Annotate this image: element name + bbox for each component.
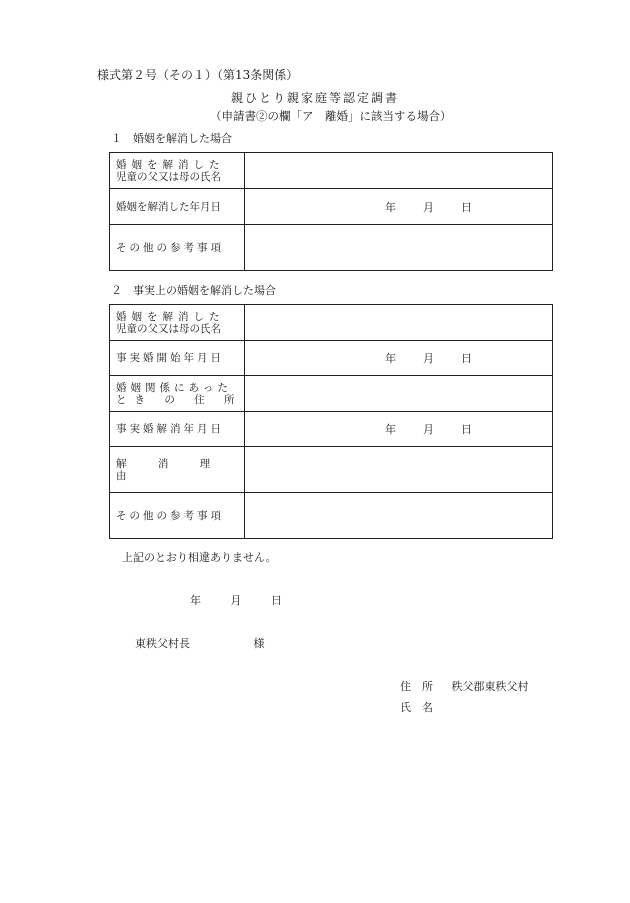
addressee — [135, 635, 265, 651]
applicant-name — [400, 699, 433, 715]
table-row — [110, 225, 553, 271]
name-field[interactable] — [245, 153, 553, 189]
table-row — [110, 189, 553, 225]
section1-heading: １ 婚姻を解消した場合 — [111, 132, 232, 145]
table-row — [110, 376, 553, 412]
notes-field[interactable] — [245, 493, 553, 539]
row-label: その他の参考事項 — [110, 225, 245, 271]
day-label: 日 — [461, 200, 472, 214]
address-field[interactable] — [245, 376, 553, 412]
label-line: 婚姻を解消した — [116, 158, 225, 171]
label-line: 児童の父又は母の氏名 — [116, 170, 221, 183]
addressee-name: 東秩父村長 — [135, 637, 190, 650]
reason-field[interactable] — [245, 447, 553, 493]
date-field[interactable] — [245, 189, 553, 225]
address-value: 秩父郡東秩父村 — [451, 680, 529, 693]
date-field[interactable] — [245, 412, 553, 447]
row-label: 事実婚開始年月日 — [110, 341, 245, 376]
page-title: 親ひとり親家庭等認定調書 — [230, 91, 399, 105]
year-label: 年 — [385, 200, 396, 214]
day-label: 日 — [271, 594, 282, 607]
month-label: 月 — [423, 200, 434, 214]
table-row — [110, 341, 553, 376]
row-label: その他の参考事項 — [110, 493, 245, 539]
label-line: 児童の父又は母の氏名 — [116, 322, 221, 335]
table-row — [110, 305, 553, 341]
row-label: 解 消 理 由 — [110, 447, 245, 493]
year-label: 年 — [385, 352, 396, 365]
section2-heading: ２ 事実上の婚姻を解消した場合 — [111, 284, 276, 297]
notes-field[interactable] — [245, 225, 553, 271]
row-label: 婚姻を解消した年月日 — [110, 189, 245, 225]
month-label: 月 — [423, 423, 434, 436]
form-number: 様式第２号（その１）（第13条関係） — [97, 68, 299, 82]
signature-date — [190, 592, 282, 608]
month-label: 月 — [230, 594, 242, 607]
table-row — [110, 493, 553, 539]
table-row — [110, 153, 553, 189]
label-line: 婚姻を解消した — [116, 310, 225, 323]
row-label — [110, 376, 245, 412]
table-row — [110, 412, 553, 447]
name-label: 氏 名 — [400, 701, 433, 714]
declaration-text: 上記のとおり相違ありません。 — [122, 551, 277, 564]
section2-table — [109, 304, 553, 539]
year-label: 年 — [385, 423, 396, 436]
row-label — [110, 305, 245, 341]
label-line: 婚姻関係にあった — [116, 381, 232, 394]
day-label: 日 — [461, 352, 472, 365]
year-label: 年 — [190, 594, 201, 607]
month-label: 月 — [423, 352, 434, 365]
page-subtitle: （申請書②の欄「ア 離婚」に該当する場合） — [210, 109, 452, 123]
name-field[interactable] — [245, 305, 553, 341]
applicant-address — [400, 678, 529, 694]
row-label: 事実婚解消年月日 — [110, 412, 245, 447]
row-label — [110, 153, 245, 189]
day-label: 日 — [461, 423, 472, 436]
label-line: とき の 住 所 — [116, 393, 243, 406]
table-row — [110, 447, 553, 493]
section1-table — [109, 152, 553, 271]
address-label: 住 所 — [400, 680, 433, 693]
addressee-suffix: 様 — [253, 637, 265, 650]
date-field[interactable] — [245, 341, 553, 376]
